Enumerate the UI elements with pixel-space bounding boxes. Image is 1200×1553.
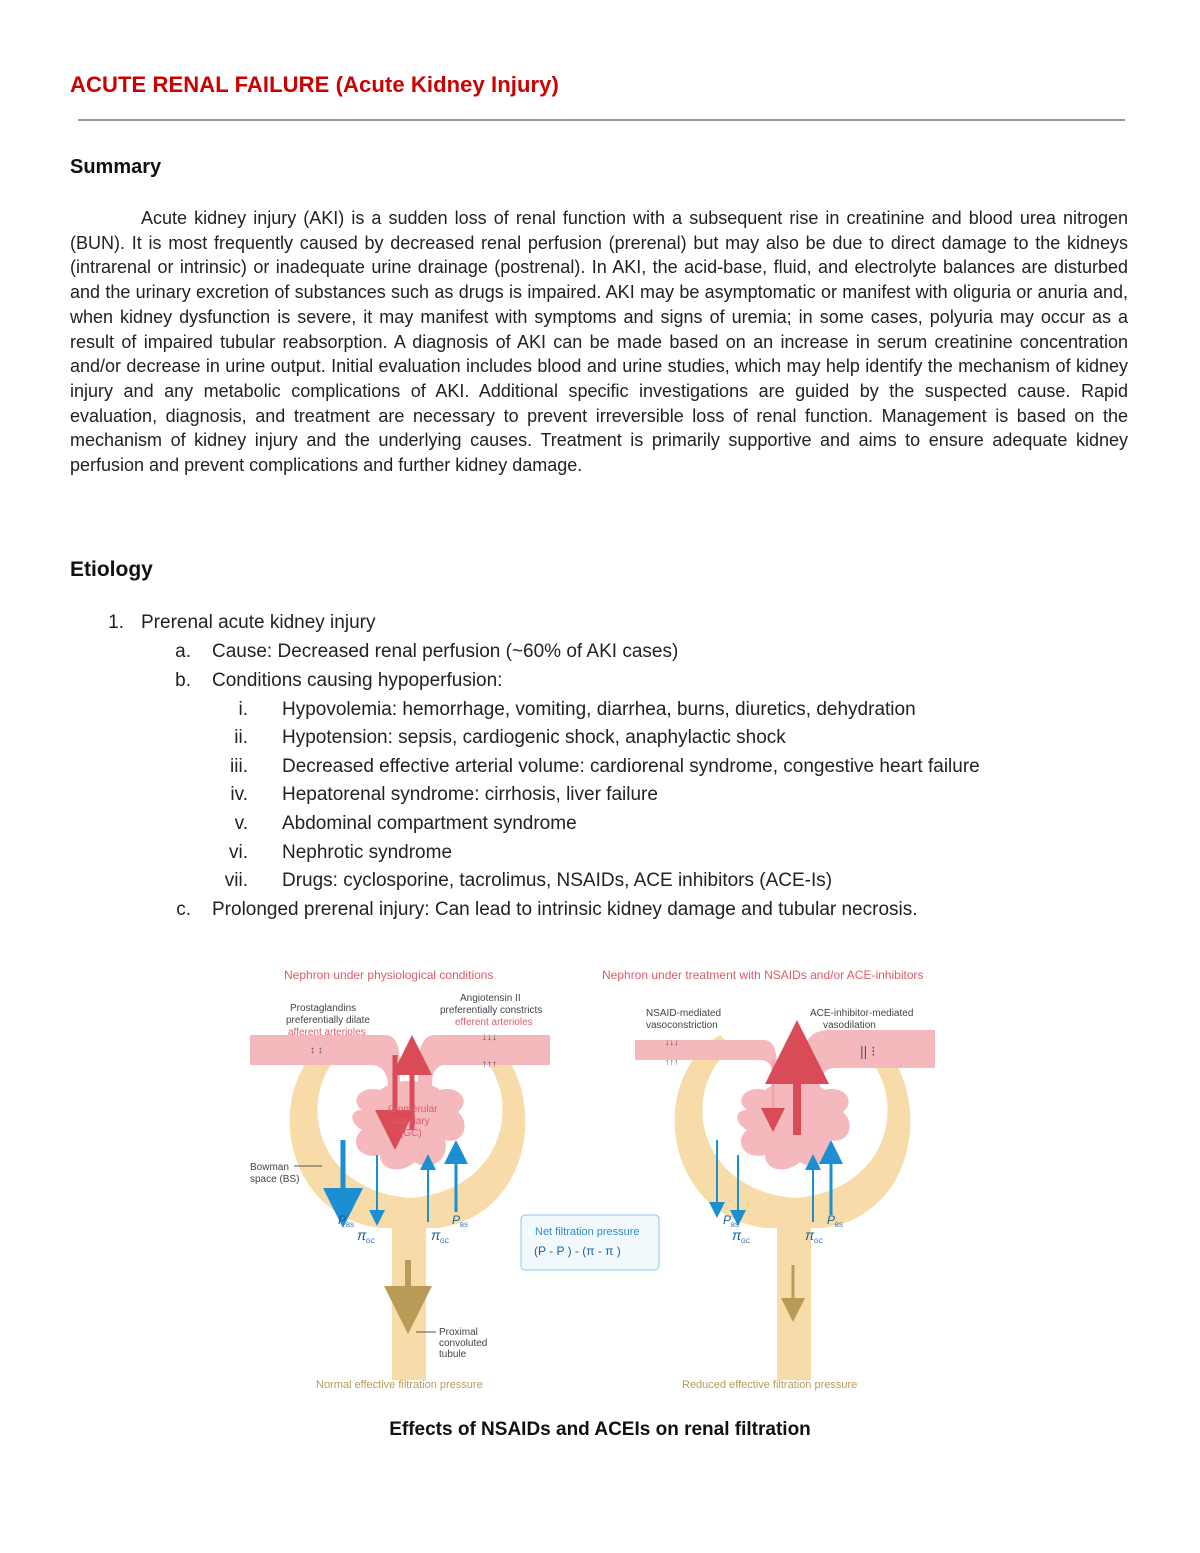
symbol-sub-bs: BS [835, 1223, 844, 1229]
left-nephron [250, 1032, 550, 1380]
symbol-sub-bs: BS [346, 1223, 355, 1229]
list-marker: vii. [224, 870, 248, 891]
list-text: Nephrotic syndrome [282, 842, 453, 863]
symbol-sub-gc: GC [814, 1239, 823, 1245]
symbol-p: P [827, 1213, 836, 1227]
list-marker: vi. [229, 842, 248, 863]
proximal-label-1: Proximal [439, 1327, 478, 1338]
bowman-label-2: space (BS) [250, 1174, 300, 1185]
symbol-p: P [338, 1213, 347, 1227]
symbol-sub-bs: BS [460, 1223, 469, 1229]
list-marker: 1. [108, 612, 124, 633]
constriction-marks-bottom: ↑↑↑ [665, 1057, 679, 1067]
proximal-label-3: tubule [439, 1349, 467, 1360]
symbol-p: P [723, 1213, 732, 1227]
list-text: Drugs: cyclosporine, tacrolimus, NSAIDs, ACE inhibitors (ACE-Is) [282, 870, 833, 891]
angiotensin-label-3: efferent arterioles [455, 1017, 533, 1028]
list-text: Hypovolemia: hemorrhage, vomiting, diarrhea, burns, diuretics, dehydration [282, 699, 916, 720]
list-marker: iii. [230, 756, 248, 777]
list-text: Prolonged prerenal injury: Can lead to intrinsic kidney damage and tubular necrosis. [212, 899, 918, 920]
title-divider [78, 119, 1125, 121]
list-text: Hepatorenal syndrome: cirrhosis, liver failure [282, 784, 658, 805]
nephron-figure [250, 960, 960, 1400]
list-marker: b. [175, 670, 191, 691]
symbol-sub-bs: BS [731, 1223, 740, 1229]
right-nephron [635, 1030, 935, 1380]
nfp-formula: (P - P ) - (π - π ) [534, 1244, 621, 1258]
nfp-title: Net filtration pressure [535, 1226, 640, 1238]
proximal-label-2: convoluted [439, 1338, 488, 1349]
list-marker: v. [234, 813, 248, 834]
left-bottom-label: Normal effective filtration pressure [316, 1379, 483, 1391]
list-text: Abdominal compartment syndrome [282, 813, 577, 834]
list-text: Hypotension: sepsis, cardiogenic shock, anaphylactic shock [282, 727, 786, 748]
symbol-pi: π [357, 1227, 367, 1243]
symbol-pi: π [431, 1227, 441, 1243]
right-figure-title: Nephron under treatment with NSAIDs and/or ACE-inhibitors [602, 968, 924, 982]
left-figure-title: Nephron under physiological conditions [284, 968, 494, 982]
glomerular-label-3: (GC) [400, 1128, 422, 1139]
symbol-p: P [452, 1213, 461, 1227]
glomerular-label-1: Glomerular [388, 1104, 438, 1115]
constriction-marks-bottom: ↑↑↑ [482, 1059, 497, 1070]
nfp-box [521, 1215, 659, 1270]
glomerular-label-2: capillary [393, 1116, 430, 1127]
angiotensin-label-2: preferentially constricts [440, 1005, 543, 1016]
etiology-heading: Etiology [70, 558, 153, 581]
constriction-marks-top: ↓↓↓ [482, 1032, 497, 1043]
constriction-marks-top: ↓↓↓ [665, 1037, 679, 1047]
nfp-border [521, 1215, 659, 1270]
dilation-marks: ↕ ↕ [310, 1045, 323, 1056]
list-text: Decreased effective arterial volume: cardiorenal syndrome, congestive heart failure [282, 756, 980, 777]
document-title: ACUTE RENAL FAILURE (Acute Kidney Injury) [70, 72, 559, 97]
nsaid-label-2: vasoconstriction [646, 1020, 718, 1031]
list-text: Prerenal acute kidney injury [141, 612, 376, 633]
list-text: Cause: Decreased renal perfusion (~60% of AKI cases) [212, 641, 679, 662]
symbol-sub-gc: GC [741, 1239, 750, 1245]
symbol-sub-gc: GC [366, 1239, 375, 1245]
list-marker: iv. [230, 784, 248, 805]
prostaglandins-label-2: preferentially dilate [286, 1015, 370, 1026]
list-marker: i. [238, 699, 248, 720]
symbol-pi: π [805, 1227, 815, 1243]
acei-label-2: vasodilation [823, 1020, 876, 1031]
prostaglandins-label-1: Prostaglandins [290, 1003, 357, 1014]
summary-paragraph: Acute kidney injury (AKI) is a sudden loss of renal function with a subsequent rise in creatinine and blood urea nitrogen (BUN). It is most frequently caused by decreased renal perfusion (prerenal) but may also be due to direct damage to the kidneys (intrarenal or intrinsic) or inadequate urine drainage (postrenal). In AKI, the acid-base, fluid, and electrolyte balances are disturbed and the urinary excretion of substances such as drugs is impaired. AKI may be asymptomatic or manifest with oliguria or anuria and, when kidney dysfunction is severe, it may manifest with symptoms and signs of uremia; in some cases, polyuria may occur as a result of impaired tubular reabsorption. A diagnosis of AKI can be made based on an increase in serum creatinine concentration and/or decrease in urine output. Initial evaluation includes blood and urine studies, which may help identify the mechanism of kidney injury and any metabolic complications of AKI. Additional specific investigations are guided by the suspected cause. Rapid evaluation, diagnosis, and treatment are necessary to prevent irreversible loss of renal function. Management is based on the mechanism of kidney injury and the underlying causes. Treatment is primarily supportive and aims to ensure adequate kidney perfusion and prevent complications and further kidney damage. [70, 208, 1128, 476]
figure-caption: Effects of NSAIDs and ACEIs on renal filtration [389, 1419, 811, 1440]
summary-heading: Summary [70, 156, 162, 178]
list-marker: c. [176, 899, 191, 920]
list-marker: ii. [234, 727, 248, 748]
nsaid-label-1: NSAID-mediated [646, 1008, 722, 1019]
right-bottom-label: Reduced effective filtration pressure [682, 1379, 858, 1391]
dilation-marks: || ⁝ [860, 1043, 876, 1059]
acei-label-1: ACE-inhibitor-mediated [810, 1008, 914, 1019]
prostaglandins-label-3: afferent arterioles [288, 1027, 366, 1038]
symbol-sub-gc: GC [440, 1239, 449, 1245]
angiotensin-label-1: Angiotensin II [460, 993, 521, 1004]
bowman-label-1: Bowman [250, 1162, 289, 1173]
list-marker: a. [175, 641, 191, 662]
list-text: Conditions causing hypoperfusion: [212, 670, 503, 691]
symbol-pi: π [732, 1227, 742, 1243]
